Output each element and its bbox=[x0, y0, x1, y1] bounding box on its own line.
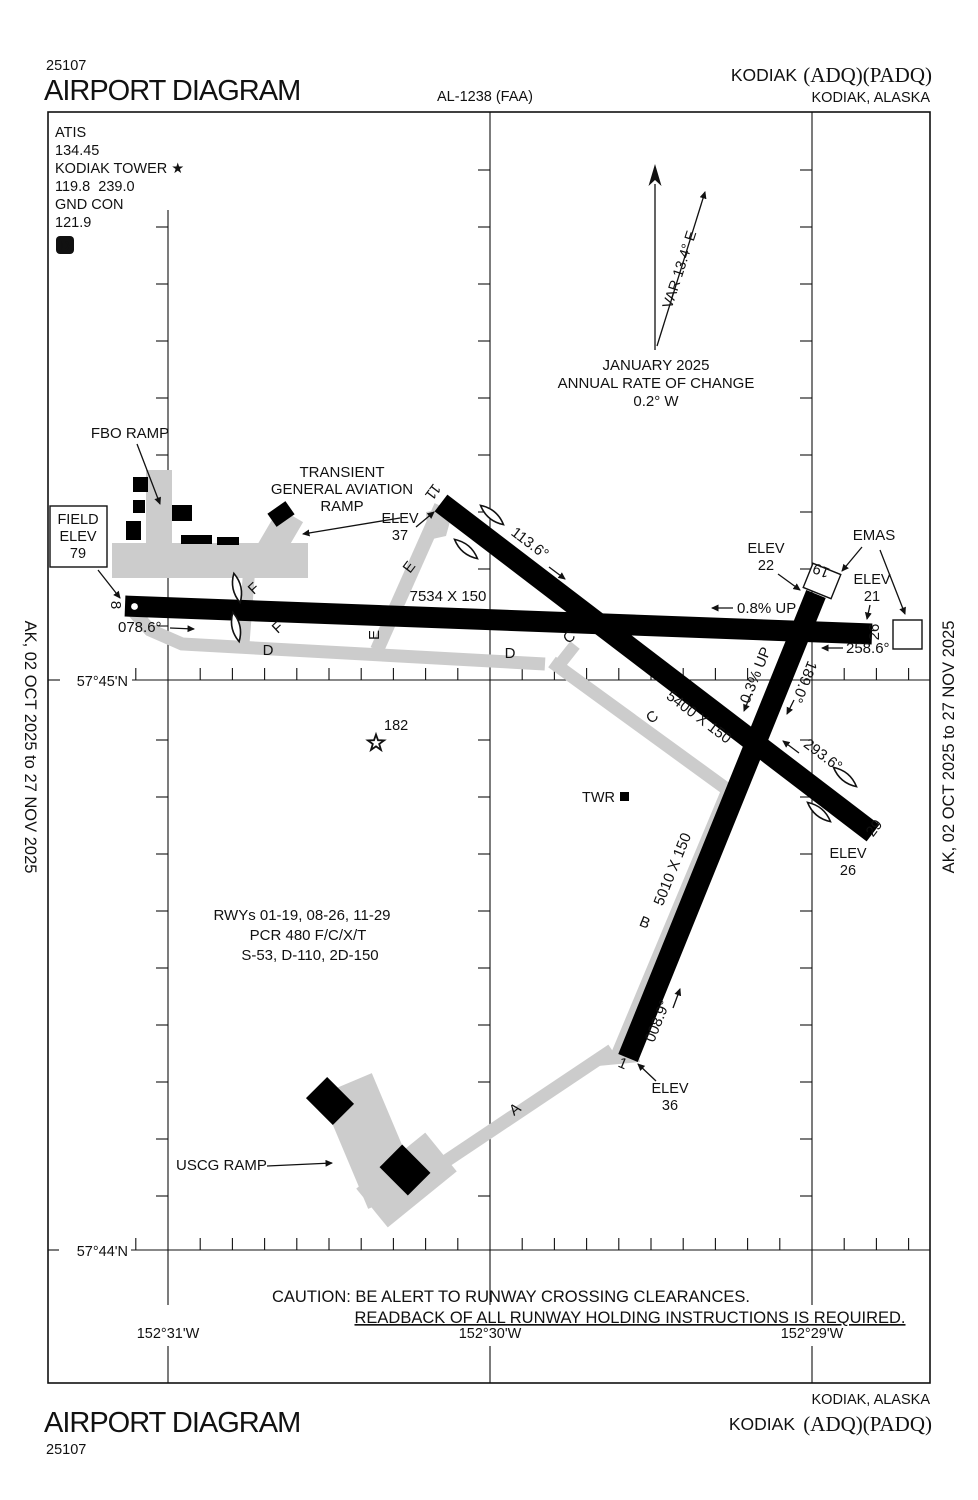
rwy08-number: 8 bbox=[107, 600, 124, 610]
elev36-arrow bbox=[638, 1064, 656, 1081]
airport-idents: (ADQ)(PADQ) bbox=[803, 63, 932, 87]
uscg-ramp-label: USCG RAMP bbox=[176, 1157, 267, 1174]
taxiway-a-label: A bbox=[506, 1099, 525, 1120]
caution-line2: READBACK OF ALL RUNWAY HOLDING INSTRUCTIONS IS REQUIRED. bbox=[354, 1309, 906, 1327]
taxiway-c-stub bbox=[560, 645, 575, 664]
taxiway-e-label: E bbox=[399, 558, 420, 577]
transient-ramp-label-3: RAMP bbox=[320, 498, 364, 515]
al-reference: AL-1238 (FAA) bbox=[437, 89, 533, 105]
transient-ramp-label-2: GENERAL AVIATION bbox=[270, 481, 414, 498]
effective-dates-right: AK, 02 OCT 2025 to 27 NOV 2025 bbox=[940, 620, 958, 874]
tower-frequencies: 119.8 239.0 bbox=[55, 179, 135, 195]
field-elev-line1: FIELD bbox=[57, 512, 99, 528]
latitude-label-44: 57°44'N bbox=[76, 1244, 128, 1260]
obstruction-elevation: 182 bbox=[384, 718, 409, 734]
atis-frequency: 134.45 bbox=[55, 143, 100, 159]
rwy29-heading-arrow bbox=[783, 741, 799, 753]
taxiway-f-label: F bbox=[268, 618, 288, 638]
runway-info-line3: S-53, D-110, 2D-150 bbox=[241, 947, 379, 964]
elev37-label: ELEV bbox=[381, 511, 419, 527]
rwy29-number: 29 bbox=[862, 816, 887, 841]
ground-label: GND CON bbox=[55, 197, 124, 213]
elev22-label: ELEV bbox=[747, 541, 785, 557]
datis-symbol: D bbox=[60, 238, 70, 253]
apron-building bbox=[181, 535, 212, 544]
annual-rate-value: 0.2° W bbox=[633, 393, 679, 410]
rwy0119-dimensions: 5010 X 150 bbox=[650, 830, 696, 909]
taxiway-c-label: C bbox=[643, 707, 662, 728]
north-arrow-head bbox=[649, 164, 662, 186]
fbo-ramp-label: FBO RAMP bbox=[90, 425, 170, 442]
footer-chart-number: 25107 bbox=[46, 1442, 87, 1458]
elev36-label: ELEV bbox=[651, 1081, 689, 1097]
elev26-label: ELEV bbox=[829, 846, 867, 862]
fbo-ramp-pavement bbox=[146, 470, 172, 550]
caution-line1: CAUTION: BE ALERT TO RUNWAY CROSSING CLEARANCES. bbox=[271, 1288, 751, 1306]
taxiway-b-label: B bbox=[636, 913, 653, 933]
footer-title: AIRPORT DIAGRAM bbox=[44, 1407, 301, 1439]
apron-building bbox=[217, 537, 239, 545]
transient-ramp-label-1: TRANSIENT bbox=[299, 464, 385, 481]
elev37-value: 37 bbox=[391, 528, 409, 544]
fbo-building bbox=[133, 500, 145, 513]
emas-pad-rwy26 bbox=[893, 620, 922, 649]
rwy11-heading: 113.6° bbox=[507, 523, 552, 563]
rwy0826-dimensions: 7534 X 150 bbox=[409, 588, 487, 605]
rwy26-number: 26 bbox=[866, 623, 883, 641]
taxiway-c-label: C bbox=[560, 627, 579, 648]
footer-airport-idents: (ADQ)(PADQ) bbox=[803, 1412, 932, 1436]
apron-taxiway-network bbox=[112, 470, 728, 1208]
footer-airport-name: KODIAK bbox=[728, 1414, 795, 1434]
rwy1129-dimensions: 5400 X 150 bbox=[662, 687, 735, 748]
taxiway-e-pavement bbox=[377, 506, 441, 650]
rwy01-heading: 008.9° bbox=[641, 997, 674, 1045]
taxiway-a-pavement bbox=[437, 1050, 612, 1167]
tower-building-square bbox=[620, 792, 629, 801]
elev36-value: 36 bbox=[661, 1098, 679, 1114]
page-title: AIRPORT DIAGRAM bbox=[44, 75, 301, 107]
longitude-label-29: 152°29'W bbox=[780, 1326, 844, 1342]
runway-info-line1: RWYs 01-19, 08-26, 11-29 bbox=[213, 907, 391, 924]
variation-date: JANUARY 2025 bbox=[602, 357, 710, 374]
elev26-value: 26 bbox=[839, 863, 857, 879]
annual-rate-label: ANNUAL RATE OF CHANGE bbox=[557, 375, 755, 392]
elev21-value: 21 bbox=[863, 589, 881, 605]
rwy08-threshold-dot bbox=[131, 603, 138, 610]
comm-frequencies bbox=[55, 125, 184, 254]
graticule-lines bbox=[48, 112, 930, 1383]
rwy01-heading-arrow bbox=[673, 989, 680, 1008]
field-elev-value: 79 bbox=[69, 546, 87, 562]
tower-label: TWR bbox=[581, 790, 615, 806]
runway-info-line2: PCR 480 F/C/X/T bbox=[249, 927, 367, 944]
taxiway-e-label: E bbox=[366, 629, 383, 641]
chart-border bbox=[48, 112, 930, 1383]
field-elev-line2: ELEV bbox=[59, 529, 97, 545]
fbo-building bbox=[133, 477, 148, 492]
rwy11-number: 11 bbox=[421, 480, 445, 504]
taxiway-d-label: D bbox=[504, 645, 516, 662]
rwy29-heading: 293.6° bbox=[800, 735, 846, 776]
emas-arrow-rwy19 bbox=[842, 547, 862, 571]
rwy19-heading-arrow bbox=[787, 700, 794, 714]
rwy01-number: 1 bbox=[615, 1054, 630, 1074]
elev21-label: ELEV bbox=[853, 572, 891, 588]
footer-city: KODIAK, ALASKA bbox=[811, 1392, 930, 1408]
rwy0826-slope: 0.8% UP bbox=[737, 600, 797, 617]
obstruction-star-icon bbox=[368, 735, 384, 750]
tower-label: KODIAK TOWER ★ bbox=[55, 161, 185, 177]
ground-frequency: 121.9 bbox=[55, 215, 92, 231]
airport-city: KODIAK, ALASKA bbox=[811, 90, 930, 106]
rwy08-heading-arrow bbox=[170, 628, 194, 629]
elev22-value: 22 bbox=[757, 558, 775, 574]
chart-number-top: 25107 bbox=[46, 58, 87, 74]
airport-name: KODIAK bbox=[730, 65, 797, 85]
longitude-label-30: 152°30'W bbox=[458, 1326, 522, 1342]
elev21-arrow bbox=[867, 605, 870, 619]
fbo-building bbox=[126, 521, 141, 540]
rwy19-number: 19 bbox=[810, 559, 833, 582]
rwy26-heading: 258.6° bbox=[846, 640, 890, 657]
taxiway-f-label: F bbox=[244, 579, 264, 599]
longitude-label-31: 152°31'W bbox=[136, 1326, 200, 1342]
latitude-label-45: 57°45'N bbox=[76, 674, 128, 690]
taxiway-d-label: D bbox=[262, 642, 274, 659]
rwy08-heading: 078.6° bbox=[118, 619, 162, 636]
uscg-ramp-arrow bbox=[267, 1163, 332, 1166]
rwy19-heading: 189.0° bbox=[788, 658, 821, 706]
elev22-arrow bbox=[778, 574, 800, 590]
fbo-building bbox=[172, 505, 192, 521]
taxiway-f-pavement bbox=[243, 547, 251, 650]
emas-label: EMAS bbox=[852, 527, 896, 544]
variation-label: VAR 13.4° E bbox=[660, 229, 701, 311]
rwy0119-slope: 0.3% UP bbox=[736, 644, 775, 706]
effective-dates-left: AK, 02 OCT 2025 to 27 NOV 2025 bbox=[21, 620, 39, 874]
atis-label: ATIS bbox=[55, 125, 87, 141]
graticule-ticks bbox=[136, 170, 909, 1250]
